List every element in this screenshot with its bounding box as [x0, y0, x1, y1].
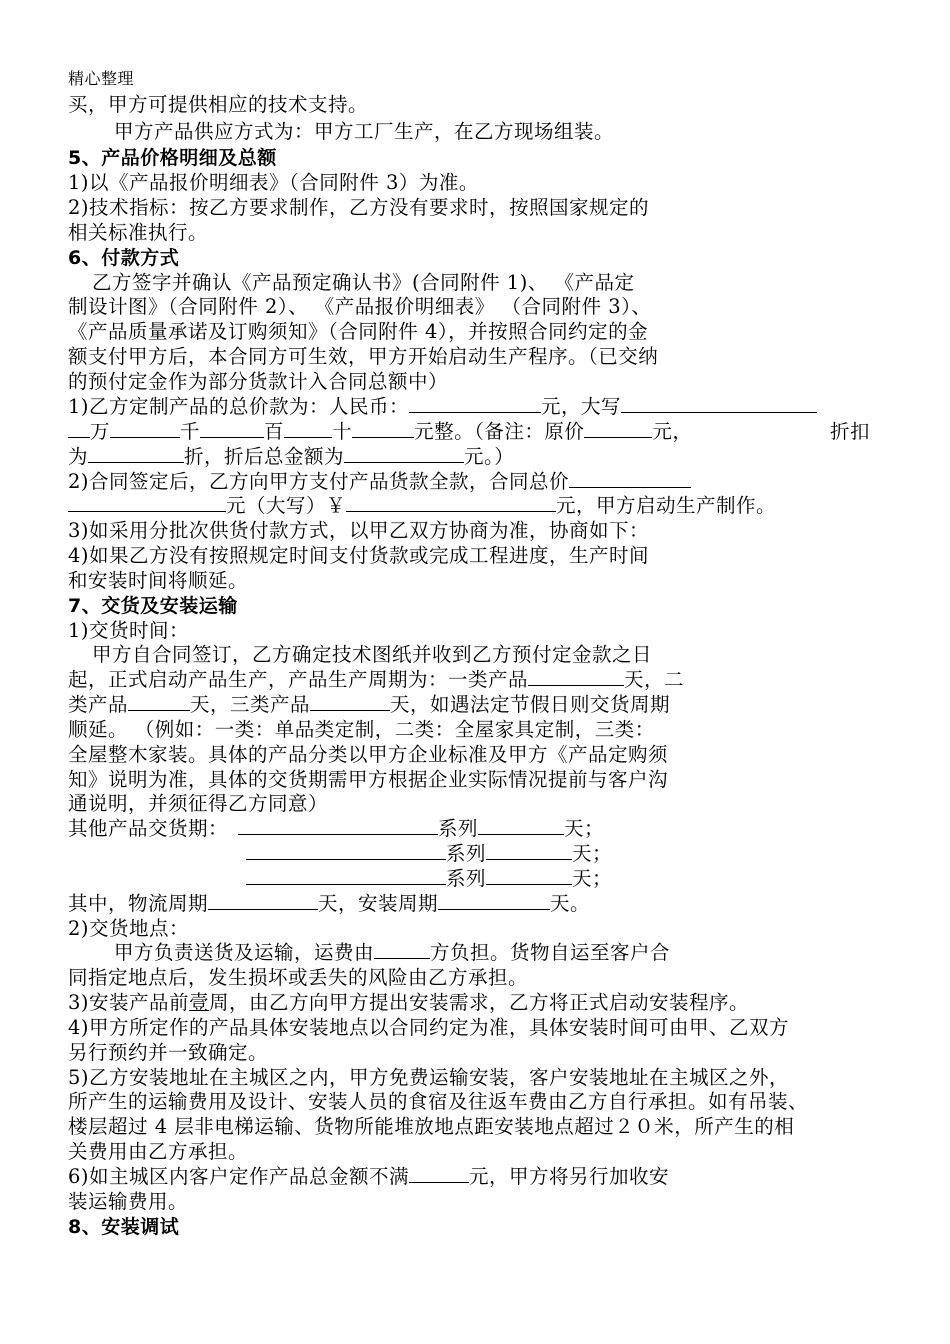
underlined-value: 壹 [189, 991, 210, 1014]
paragraph-line: 买，甲方可提供相应的技术支持。 [68, 93, 369, 116]
text: 十 [332, 420, 353, 443]
text: 元（大写）￥ [226, 494, 347, 517]
section-heading-7: 7、交货及安装运输 [68, 595, 238, 617]
paragraph-line: 通说明，并须征得乙方同意） [68, 792, 329, 815]
text: 其他产品交货期： [68, 817, 229, 840]
text: 周，由乙方向甲方提出安装需求，乙方将正式启动安装程序。 [209, 991, 750, 1014]
delivery-line [68, 668, 684, 692]
paragraph-line: 制设计图》（合同附件 2）、 《产品报价明细表》 （合同附件 3）、 [68, 295, 652, 318]
text: 甲方负责送货及运输，运费由 [114, 941, 375, 964]
text: 百 [264, 420, 285, 443]
install-line [68, 991, 749, 1015]
blank-field[interactable] [200, 420, 264, 438]
text: 起，正式启动产品生产，产品生产周期为：一类产品 [68, 668, 529, 691]
price-line-3 [68, 445, 514, 469]
text: 天，安装周期 [318, 892, 439, 915]
text: 元整。（备注：原价 [414, 420, 585, 443]
blank-field[interactable] [352, 420, 414, 438]
other-delivery-line [246, 867, 612, 891]
paragraph-line: 额支付甲方后，本合同方可生效，甲方开始启动生产程序。（已交纳 [68, 345, 659, 368]
text: 万 [90, 420, 111, 443]
text: 1)乙方定制产品的总价款为：人民币： [68, 395, 410, 418]
text: 折，折后总金额为 [184, 445, 345, 468]
paragraph-line: 甲方自合同签订，乙方确定技术图纸并收到乙方预付定金款之日 [92, 643, 653, 666]
text: 系列 [438, 817, 479, 840]
text: 6)如主城区内客户定作产品总金额不满 [68, 1165, 410, 1188]
text: 元，甲方将另行加收安 [469, 1165, 670, 1188]
blank-field[interactable] [409, 1165, 469, 1183]
paragraph-line: 相关标准执行。 [68, 221, 209, 244]
paragraph-line: 和安装时间将顺延。 [68, 569, 249, 592]
paragraph-line: 《产品质量承诺及订购须知》（合同附件 4），并按照合同约定的金 [68, 320, 649, 343]
paragraph-line: 3)如采用分批次供货付款方式，以甲乙双方协商为准，协商如下： [68, 519, 650, 542]
fee-line [68, 1165, 669, 1189]
price-line-4 [68, 470, 691, 494]
text: 天； [564, 817, 605, 840]
blank-field[interactable] [68, 494, 226, 512]
blank-field[interactable] [344, 445, 464, 463]
text: 系列 [446, 867, 487, 890]
text: 其中，物流周期 [68, 892, 209, 915]
section-heading-6: 6、付款方式 [68, 247, 180, 269]
text: 元，甲方启动生产制作。 [556, 494, 777, 517]
text: 元， [652, 420, 693, 443]
other-delivery-line [246, 842, 612, 866]
other-delivery-line [68, 817, 604, 841]
paragraph-line: 关费用由乙方承担。 [68, 1140, 249, 1163]
paragraph-line: 2)交货地点： [68, 917, 190, 940]
blank-field[interactable] [409, 395, 541, 413]
blank-field[interactable] [310, 693, 390, 711]
paragraph-line: 的预付定金作为部分货款计入合同总额中） [68, 370, 449, 393]
price-line-2 [68, 420, 870, 444]
text: 3)安装产品前 [68, 991, 190, 1014]
text: 天。 [550, 892, 591, 915]
paragraph-line: 全屋整木家装。具体的产品分类以甲方企业标准及甲方《产品定购须 [68, 743, 669, 766]
paragraph-line: 2)技术指标：按乙方要求制作，乙方没有要求时，按照国家规定的 [68, 196, 650, 219]
blank-field[interactable] [88, 445, 184, 463]
blank-field[interactable] [238, 817, 438, 835]
section-heading-8: 8、安装调试 [68, 1216, 180, 1238]
blank-field[interactable] [478, 817, 564, 835]
paragraph-line: 知》说明为准，具体的交货期需甲方根据企业实际情况提前与客户沟 [68, 768, 669, 791]
text: 2)合同签定后，乙方向甲方支付产品货款全款，合同总价 [68, 470, 570, 493]
text: 系列 [446, 842, 487, 865]
blank-field[interactable] [486, 842, 572, 860]
text: 天； [572, 842, 613, 865]
text: 元。） [464, 445, 515, 468]
paragraph-line: 乙方签字并确认《产品预定确认书》(合同附件 1)、 《产品定 [92, 271, 635, 294]
paragraph-line: 楼层超过 4 层非电梯运输、货物所能堆放地点距安装地点超过２０米，所产生的相 [68, 1115, 795, 1138]
blank-field[interactable] [584, 420, 652, 438]
blank-field[interactable] [110, 420, 180, 438]
blank-field[interactable] [246, 842, 446, 860]
text: 天，三类产品 [190, 693, 311, 716]
blank-field[interactable] [346, 494, 556, 512]
paragraph-line: 5)乙方安装地址在主城区之内，甲方免费运输安装，客户安装地址在主城区之外， [68, 1066, 790, 1089]
price-line-5 [68, 494, 776, 518]
blank-field[interactable] [284, 420, 332, 438]
paragraph-line: 4)甲方所定作的产品具体安装地点以合同约定为准，具体安装时间可由甲、乙双方 [68, 1016, 790, 1039]
text: 千 [180, 420, 201, 443]
text: 折扣 [829, 420, 870, 443]
blank-field[interactable] [246, 867, 446, 885]
blank-field[interactable] [486, 867, 572, 885]
paragraph-line: 顺延。 （例如：一类：单品类定制，二类：全屋家具定制，三类： [68, 718, 655, 741]
blank-field[interactable] [374, 941, 430, 959]
blank-field[interactable] [128, 693, 190, 711]
delivery-place-line [114, 941, 670, 965]
paragraph-line: 1)以《产品报价明细表》（合同附件 3）为准。 [68, 171, 479, 194]
price-line-1 [68, 395, 817, 419]
blank-field[interactable] [621, 395, 817, 413]
blank-field[interactable] [438, 892, 550, 910]
text: 天； [572, 867, 613, 890]
text: 为 [68, 445, 89, 468]
paragraph-line: 同指定地点后，发生损坏或丢失的风险由乙方承担。 [68, 966, 529, 989]
paragraph-line: 1)交货时间： [68, 619, 190, 642]
paragraph-line: 所产生的运输费用及设计、安装人员的食宿及往返车费由乙方自行承担。如有吊装、 [68, 1090, 809, 1113]
text: 元，大写 [541, 395, 622, 418]
blank-field[interactable] [208, 892, 318, 910]
paragraph-line: 装运输费用。 [68, 1190, 189, 1213]
paragraph-line: 4)如果乙方没有按照规定时间支付货款或完成工程进度，生产时间 [68, 544, 650, 567]
blank-field[interactable] [528, 668, 624, 686]
page-header: 精心整理 [68, 69, 135, 88]
text: 天，二 [624, 668, 685, 691]
paragraph-line: 另行预约并一致确定。 [68, 1041, 269, 1064]
blank-field[interactable] [569, 470, 691, 488]
text: 天，如遇法定节假日则交货周期 [390, 693, 671, 716]
section-heading-5: 5、产品价格明细及总额 [68, 147, 277, 169]
paragraph-line: 甲方产品供应方式为：甲方工厂生产，在乙方现场组装。 [114, 120, 615, 143]
text: 类产品 [68, 693, 129, 716]
cycle-line [68, 892, 590, 916]
delivery-line [68, 693, 670, 717]
text: 方负担。货物自运至客户合 [430, 941, 671, 964]
blank-field[interactable] [68, 420, 90, 438]
